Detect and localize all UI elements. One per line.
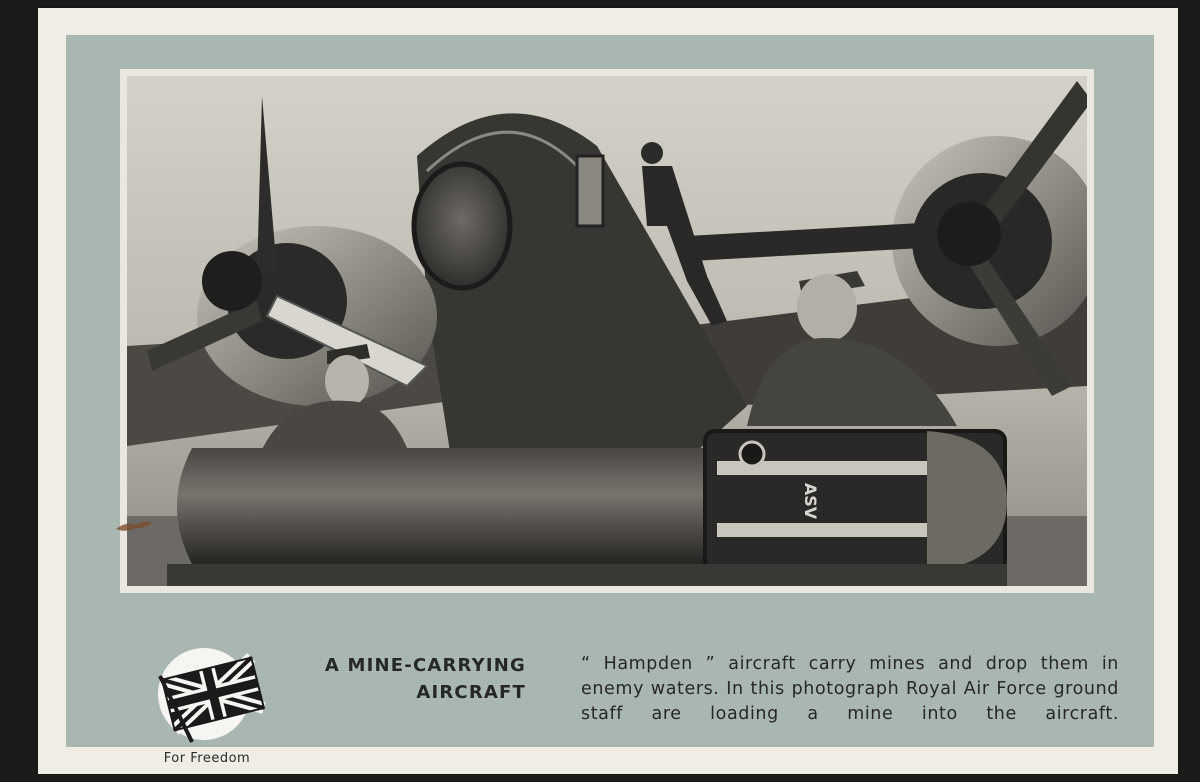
photo-frame xyxy=(120,69,1094,593)
union-jack-flag-icon xyxy=(152,646,268,746)
aircraft-photograph xyxy=(127,76,1087,586)
description-text: “ Hampden ” aircraft carry mines and drop them in enemy waters. In this photograph Royal Air Force ground staff are loading a mine into the aircraft. xyxy=(581,654,1119,724)
grey-panel xyxy=(66,35,1154,766)
photo-illustration xyxy=(127,76,1087,586)
card-heading xyxy=(286,652,526,706)
heading-line-2: AIRCRAFT xyxy=(416,682,526,703)
paper-stain xyxy=(114,517,154,535)
mine-marking: ASV xyxy=(801,482,820,520)
heading-line-1: A MINE-CARRYING xyxy=(324,655,526,676)
for-freedom-caption: For Freedom xyxy=(163,751,251,766)
postcard xyxy=(38,8,1178,774)
